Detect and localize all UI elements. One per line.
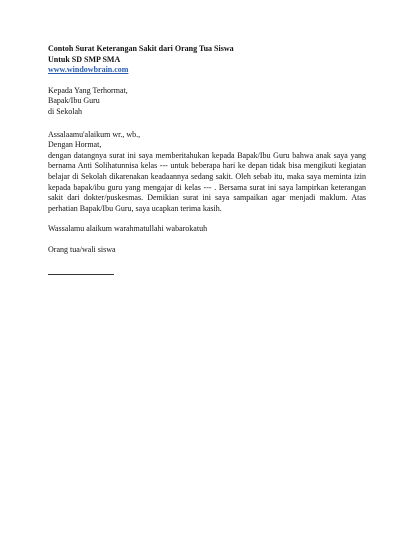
letter <box>48 44 366 275</box>
recipient-line-3: di Sekolah <box>48 106 82 116</box>
recipient-line-2: Bapak/Ibu Guru <box>48 96 100 106</box>
letter-subtitle: Untuk SD SMP SMA <box>48 54 121 64</box>
website-link[interactable]: www.windowbrain.com <box>48 65 129 75</box>
closing: Wassalamu alaikum warahmatullahi wabarokatuh <box>48 224 208 234</box>
greeting: Assalaamu'alaikum wr., wb., <box>48 129 141 139</box>
letter-title: Contoh Surat Keterangan Sakit dari Orang Tua Siswa <box>48 44 234 53</box>
signer-label: Orang tua/wali siswa <box>48 244 116 254</box>
signature-line <box>48 274 114 275</box>
salutation: Dengan Hormat, <box>48 140 102 150</box>
recipient-line-1: Kepada Yang Terhormat, <box>48 85 128 95</box>
letter-body: dengan datangnya surat ini saya memberitahukan kepada Bapak/Ibu Guru bahwa anak saya yang bernama Anti Solihatunnisa kelas --- untuk beberapa hari ke depan tidak bisa mengikuti kegiatan belajar di Sekolah dikarenakan keadaannya sedang sakit. Oleh sebab itu, maka saya meminta izin kepada bapak/ibu guru yang mengajar di kelas --- . Bersama surat ini saya lampirkan keterangan sakit dari dokter/puskesmas. Demikian surat ini saya sampaikan agar menjadi maklum. Atas perhatian Bapak/Ibu Guru, saya ucapkan terima kasih. <box>48 150 366 213</box>
